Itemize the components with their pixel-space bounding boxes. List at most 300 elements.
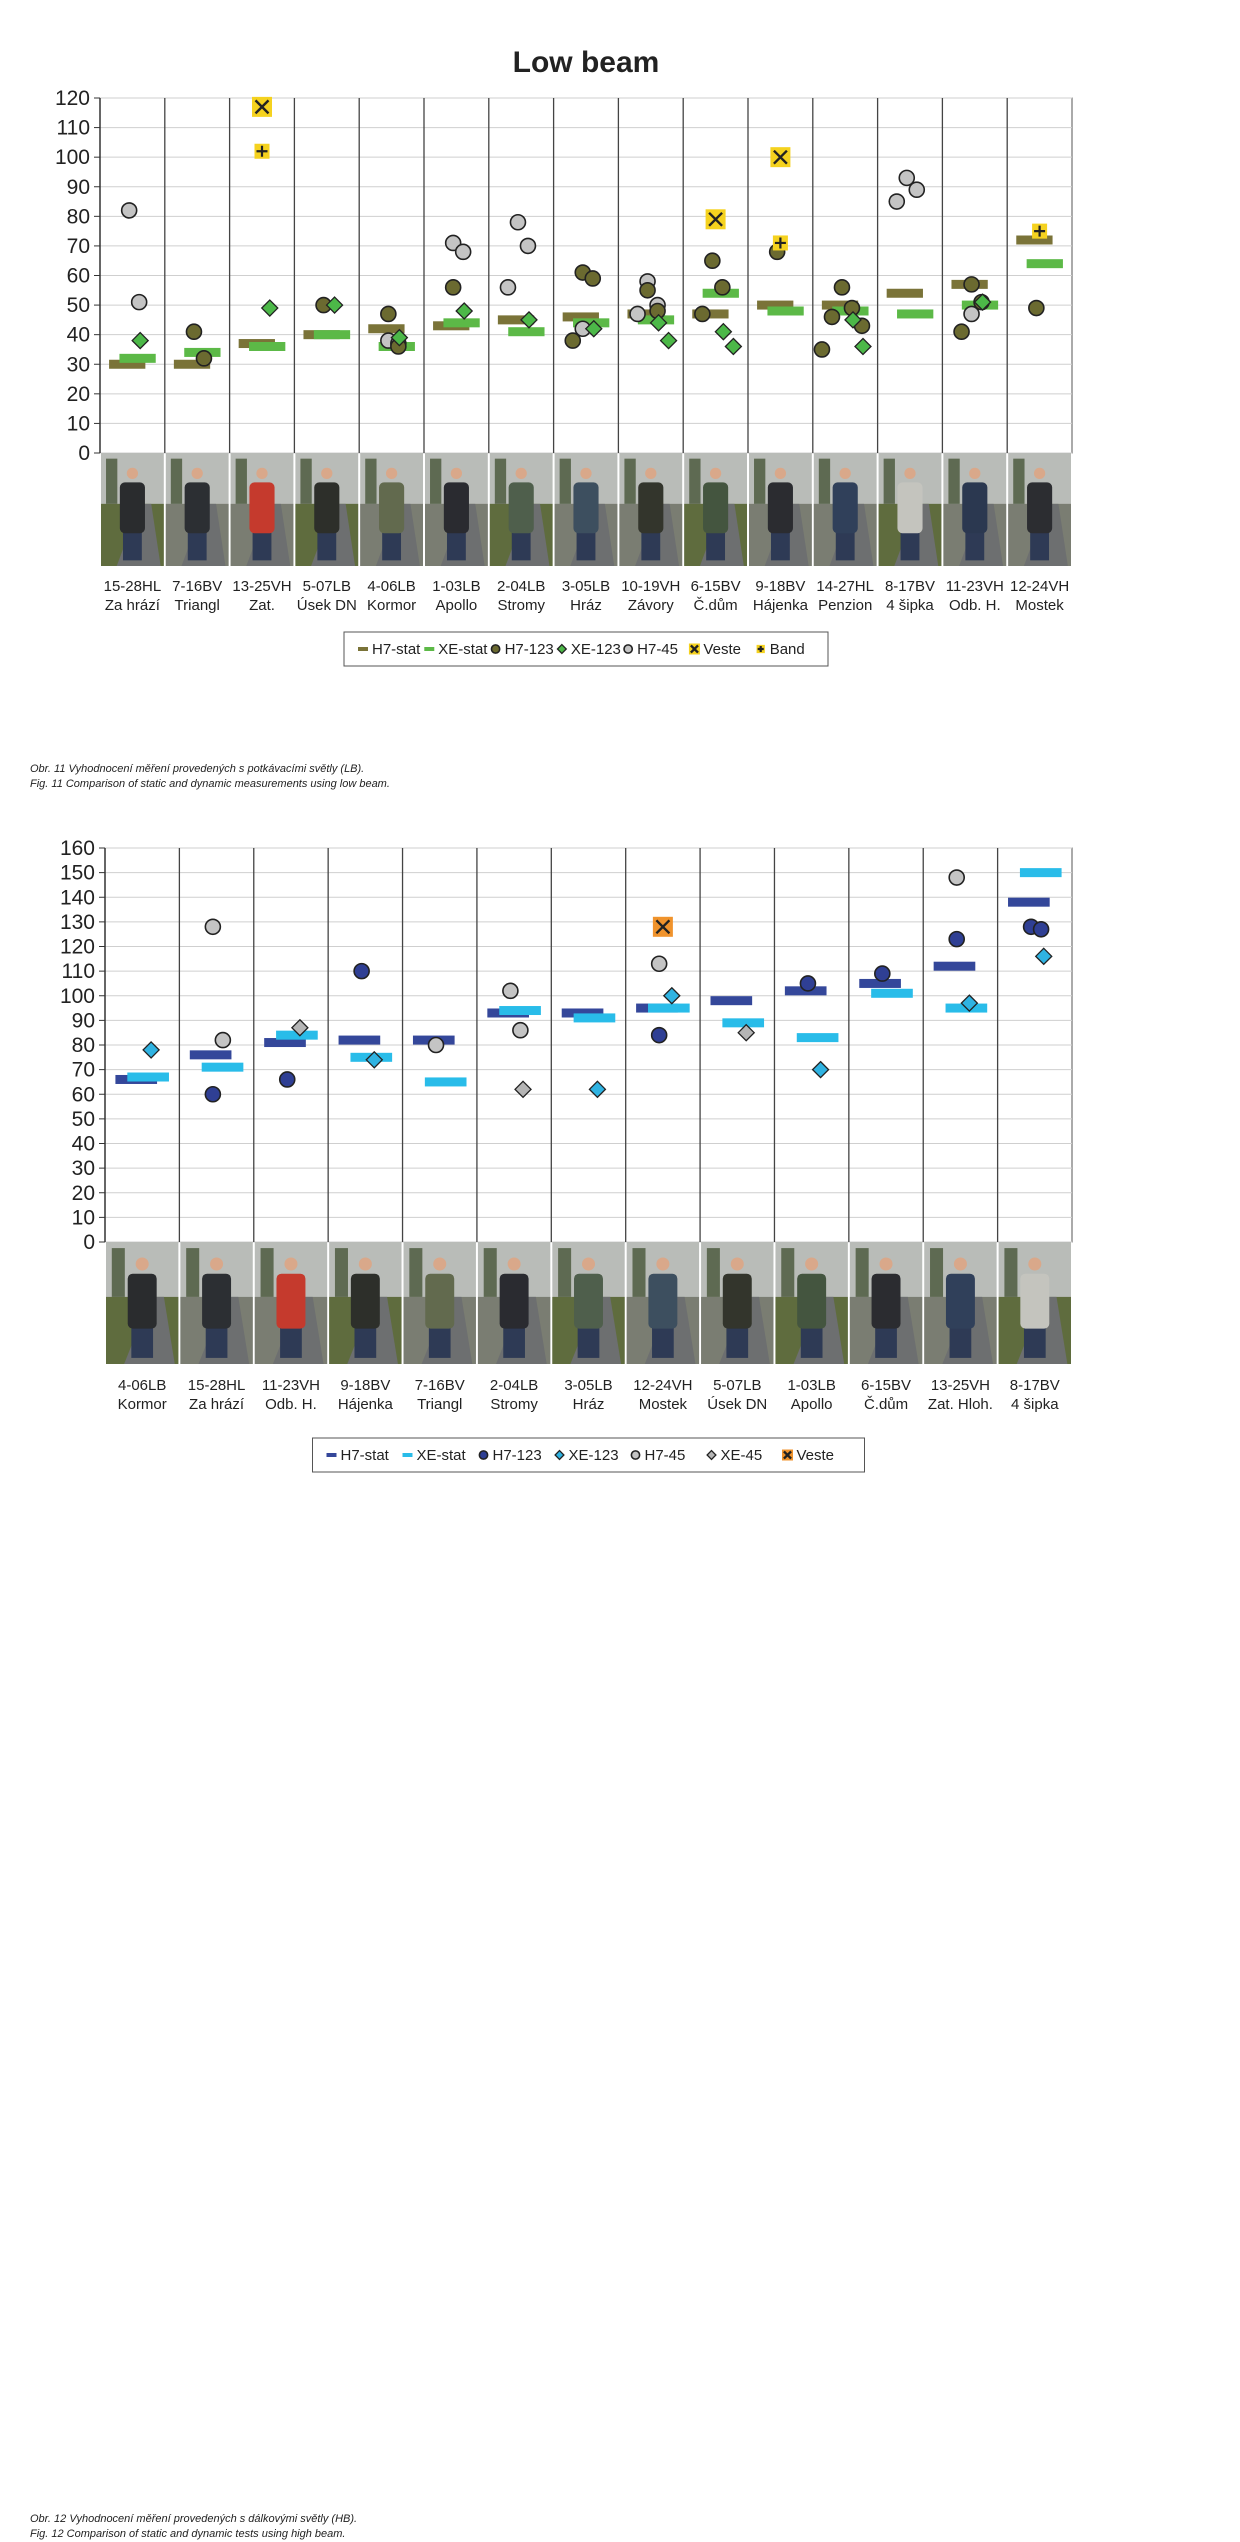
mark-xe-stat — [871, 989, 913, 998]
mark-veste — [706, 209, 726, 229]
y-tick-label: 20 — [66, 382, 90, 406]
y-tick-label: 80 — [66, 205, 90, 229]
mark-h7-123 — [949, 932, 964, 947]
legend-symbol — [403, 1453, 413, 1457]
legend-symbol — [631, 1451, 639, 1459]
mark-h7-45 — [909, 182, 924, 197]
legend-label: H7-123 — [492, 1447, 542, 1464]
x-tick-code: 11-23VH — [261, 1377, 321, 1394]
person-head — [321, 468, 332, 479]
person-legs — [1030, 530, 1049, 561]
mark-h7-45 — [500, 280, 515, 295]
person-legs — [280, 1325, 302, 1358]
mark-h7-45 — [889, 194, 904, 209]
y-tick-label: 70 — [71, 1058, 95, 1082]
x-tick-code: 15-28HL — [187, 1377, 246, 1394]
mark-xe-stat — [648, 1004, 690, 1013]
person-coat — [768, 482, 793, 533]
legend-symbol — [479, 1451, 487, 1459]
mark-h7-45 — [949, 870, 964, 885]
photo-tree — [484, 1248, 497, 1297]
legend-label: Veste — [796, 1447, 835, 1464]
person-head — [508, 1257, 521, 1270]
person-coat — [509, 482, 534, 533]
person-legs — [706, 530, 725, 561]
x-tick-code: 9-18BV — [755, 578, 806, 595]
x-tick-name: Za hrází — [189, 1396, 245, 1413]
person-photo — [619, 453, 682, 566]
photo-tree — [1004, 1248, 1017, 1297]
photo-tree — [948, 459, 959, 504]
person-legs — [354, 1325, 376, 1358]
person-photo — [404, 1242, 476, 1364]
x-tick-code: 12-24VH — [633, 1377, 693, 1394]
photo-tree — [186, 1248, 199, 1297]
photo-tree — [409, 1248, 422, 1297]
person-head — [136, 1257, 149, 1270]
legend-label: XE-45 — [720, 1447, 763, 1464]
person-coat — [703, 482, 728, 533]
x-tick-code: 13-25VH — [930, 1377, 991, 1394]
x-tick-code: 11-23VH — [945, 578, 1004, 595]
person-coat — [1020, 1274, 1049, 1329]
person-legs — [771, 530, 790, 561]
x-tick-name: Č.dům — [863, 1396, 909, 1413]
mark-h7-45 — [513, 1023, 528, 1038]
x-tick-code: 4-06LB — [367, 578, 416, 595]
photo-tree — [335, 1248, 348, 1297]
x-tick-code: 6-15BV — [690, 578, 741, 595]
person-photo — [552, 1242, 624, 1364]
person-photo — [1008, 453, 1071, 566]
person-head — [904, 468, 915, 479]
person-legs — [253, 530, 272, 561]
x-tick-name: 4 šipka — [886, 597, 934, 614]
y-tick-label: 30 — [71, 1157, 95, 1181]
x-tick-code: 3-05LB — [564, 1377, 613, 1394]
person-photo — [106, 1242, 178, 1364]
x-tick-name: Kormor — [117, 1396, 167, 1413]
mark-h7-stat — [339, 1036, 381, 1045]
x-tick-code: 7-16BV — [172, 578, 223, 595]
x-tick-code: 6-15BV — [861, 1377, 912, 1394]
legend-symbol — [689, 644, 700, 655]
photo-tree — [781, 1248, 794, 1297]
person-legs — [965, 530, 984, 561]
x-tick-name: Penzion — [818, 597, 873, 614]
person-head — [451, 468, 462, 479]
legend-symbol — [327, 1453, 337, 1457]
person-legs — [577, 530, 596, 561]
x-tick-name: Zat. — [249, 597, 275, 614]
person-photo — [231, 453, 294, 566]
low-beam-chart — [0, 0, 1240, 760]
y-tick-label: 0 — [83, 1231, 95, 1254]
person-head — [1034, 468, 1045, 479]
photo-tree — [236, 459, 247, 504]
legend-symbol — [491, 645, 499, 653]
legend-label: H7-123 — [504, 641, 554, 658]
person-legs — [206, 1325, 228, 1358]
mark-h7-123 — [186, 324, 201, 339]
photo-tree — [754, 459, 765, 504]
x-tick-code: 4-06LB — [118, 1377, 167, 1394]
person-head — [516, 468, 527, 479]
mark-xe-stat — [127, 1073, 169, 1082]
photo-tree — [632, 1248, 645, 1297]
x-tick-name: Hráz — [572, 1396, 605, 1413]
x-tick-code: 10-19VH — [621, 578, 681, 595]
person-legs — [652, 1325, 674, 1358]
legend-label: Veste — [703, 641, 741, 658]
person-legs — [901, 530, 920, 561]
y-tick-label: 10 — [66, 412, 90, 436]
person-legs — [950, 1325, 972, 1358]
person-head — [645, 468, 656, 479]
mark-h7-stat — [934, 962, 976, 971]
mark-veste — [252, 97, 272, 117]
mark-h7-123 — [695, 306, 710, 321]
photo-tree — [558, 1248, 571, 1297]
y-tick-label: 120 — [54, 87, 90, 110]
mark-h7-123 — [1034, 922, 1049, 937]
person-legs — [1024, 1325, 1046, 1358]
figure-high-beam — [0, 840, 1240, 2540]
mark-xe-stat — [1027, 259, 1063, 268]
chart-legend — [313, 1438, 865, 1472]
y-tick-label: 90 — [66, 175, 90, 199]
y-tick-label: 150 — [59, 861, 95, 885]
y-tick-label: 80 — [71, 1034, 95, 1057]
x-tick-name: Mostek — [1015, 597, 1064, 614]
person-legs — [641, 530, 660, 561]
x-tick-code: 7-16BV — [414, 1377, 465, 1394]
y-tick-label: 10 — [71, 1206, 95, 1230]
person-coat — [120, 482, 145, 533]
legend-label: H7-45 — [644, 1447, 686, 1464]
person-coat — [425, 1274, 454, 1329]
legend-symbol — [358, 647, 368, 651]
mark-h7-stat — [887, 289, 923, 298]
person-photo — [295, 453, 358, 566]
mark-h7-123 — [640, 283, 655, 298]
x-tick-name: Apollo — [790, 1396, 833, 1413]
y-tick-label: 30 — [66, 353, 90, 377]
caption-cz: Obr. 12 Vyhodnocení měření provedených s dálkovými světly (HB). — [30, 2513, 358, 2525]
person-coat — [314, 482, 339, 533]
x-tick-code: 9-18BV — [340, 1377, 391, 1394]
caption-en: Fig. 11 Comparison of static and dynamic measurements using low beam. — [30, 778, 390, 790]
person-legs — [503, 1325, 525, 1358]
person-head — [582, 1257, 595, 1270]
x-tick-name: Triangl — [174, 597, 220, 614]
person-head — [880, 1257, 893, 1270]
person-legs — [447, 530, 466, 561]
photo-tree — [106, 459, 117, 504]
x-tick-code: 1-03LB — [432, 578, 481, 595]
mark-xe-stat — [797, 1033, 839, 1042]
person-coat — [573, 482, 598, 533]
person-head — [969, 468, 980, 479]
mark-xe-stat — [314, 330, 350, 339]
y-tick-label: 110 — [56, 116, 90, 140]
y-tick-label: 60 — [66, 264, 90, 288]
person-coat — [833, 482, 858, 533]
person-legs — [726, 1325, 748, 1358]
photo-tree — [495, 459, 506, 504]
person-legs — [801, 1325, 823, 1358]
person-coat — [444, 482, 469, 533]
person-coat — [897, 482, 922, 533]
person-photo — [555, 453, 618, 566]
mark-h7-123 — [1029, 301, 1044, 316]
mark-h7-45 — [510, 215, 525, 230]
mark-xe-stat — [897, 309, 933, 318]
person-photo — [814, 453, 877, 566]
photo-tree — [856, 1248, 869, 1297]
mark-h7-123 — [196, 351, 211, 366]
person-legs — [188, 530, 207, 561]
mark-xe-stat — [202, 1063, 244, 1072]
person-coat — [249, 482, 274, 533]
x-tick-name: Závory — [627, 597, 674, 614]
mark-h7-45 — [215, 1033, 230, 1048]
mark-xe-stat — [1020, 868, 1062, 877]
mark-h7-123 — [834, 280, 849, 295]
photo-tree — [261, 1248, 274, 1297]
photo-tree — [430, 459, 441, 504]
x-tick-code: 3-05LB — [561, 578, 611, 595]
mark-veste — [653, 917, 673, 937]
mark-xe-stat — [574, 1013, 616, 1022]
x-tick-name: Apollo — [435, 597, 478, 614]
person-head — [656, 1257, 669, 1270]
mark-h7-stat — [1008, 898, 1050, 907]
mark-h7-stat — [190, 1050, 232, 1059]
legend-label: H7-stat — [372, 641, 421, 658]
person-photo — [684, 453, 747, 566]
x-tick-name: Kormor — [367, 597, 417, 614]
x-tick-code: 5-07LB — [713, 1377, 762, 1394]
person-head — [210, 1257, 223, 1270]
mark-h7-45 — [520, 238, 535, 253]
legend-symbol — [424, 647, 434, 651]
person-photo — [101, 453, 164, 566]
x-tick-code: 5-07LB — [302, 578, 351, 595]
mark-h7-45 — [205, 919, 220, 934]
y-tick-label: 40 — [66, 323, 90, 347]
y-tick-label: 130 — [59, 910, 95, 934]
mark-xe-stat — [508, 327, 544, 336]
person-legs — [429, 1325, 451, 1358]
person-photo — [329, 1242, 401, 1364]
x-tick-name: Odb. H. — [948, 597, 1001, 614]
person-head — [127, 468, 138, 479]
y-tick-label: 40 — [71, 1132, 95, 1156]
photo-tree — [171, 459, 182, 504]
mark-h7-123 — [446, 280, 461, 295]
y-tick-label: 50 — [66, 294, 90, 318]
person-photo — [775, 1242, 847, 1364]
mark-h7-45 — [132, 295, 147, 310]
x-tick-name: Hájenka — [752, 597, 808, 614]
mark-veste — [770, 147, 790, 167]
mark-h7-45 — [630, 306, 645, 321]
person-photo — [924, 1242, 996, 1364]
person-head — [805, 1257, 818, 1270]
mark-band — [255, 144, 270, 159]
mark-h7-123 — [875, 966, 890, 981]
person-coat — [276, 1274, 305, 1329]
person-photo — [749, 453, 812, 566]
person-head — [775, 468, 786, 479]
person-photo — [943, 453, 1006, 566]
photo-tree — [112, 1248, 125, 1297]
mark-band — [1032, 224, 1047, 239]
legend-label: XE-123 — [568, 1447, 619, 1464]
legend-symbol — [624, 645, 632, 653]
mark-h7-123 — [800, 976, 815, 991]
x-tick-code: 1-03LB — [787, 1377, 836, 1394]
person-coat — [872, 1274, 901, 1329]
mark-xe-stat — [443, 318, 479, 327]
person-photo — [166, 453, 229, 566]
mark-h7-123 — [205, 1087, 220, 1102]
person-coat — [1027, 482, 1052, 533]
x-tick-code: 2-04LB — [497, 578, 546, 595]
x-tick-name: Hráz — [570, 597, 602, 614]
mark-h7-45 — [503, 983, 518, 998]
mark-h7-123 — [954, 324, 969, 339]
mark-xe-stat — [425, 1077, 467, 1086]
mark-h7-45 — [652, 956, 667, 971]
chart-title: Low beam — [512, 46, 660, 79]
mark-xe-stat — [722, 1018, 764, 1027]
person-head — [954, 1257, 967, 1270]
photo-tree — [1013, 459, 1024, 504]
person-head — [256, 468, 267, 479]
person-head — [580, 468, 591, 479]
person-legs — [317, 530, 336, 561]
person-coat — [574, 1274, 603, 1329]
person-head — [359, 1257, 372, 1270]
x-tick-code: 8-17BV — [884, 578, 936, 595]
mark-xe-stat — [249, 342, 285, 351]
figure-11-caption — [30, 762, 390, 792]
mark-h7-123 — [824, 309, 839, 324]
photo-tree — [365, 459, 376, 504]
mark-h7-123 — [652, 1028, 667, 1043]
legend-label: XE-123 — [570, 641, 621, 658]
person-head — [840, 468, 851, 479]
y-tick-label: 70 — [66, 234, 90, 258]
person-head — [731, 1257, 744, 1270]
person-photo — [255, 1242, 327, 1364]
photo-tree — [560, 459, 571, 504]
x-tick-name: Zat. Hloh. — [927, 1396, 993, 1413]
person-coat — [962, 482, 987, 533]
x-tick-code: 13-25VH — [232, 578, 292, 595]
y-tick-label: 160 — [59, 840, 95, 860]
y-tick-label: 60 — [71, 1083, 95, 1107]
photo-tree — [624, 459, 635, 504]
photo-tree — [819, 459, 830, 504]
photo-tree — [300, 459, 311, 504]
person-legs — [131, 1325, 153, 1358]
mark-band — [773, 235, 788, 250]
x-tick-name: Stromy — [497, 597, 545, 614]
x-tick-name: Úsek DN — [707, 1396, 768, 1413]
x-tick-name: Za hrází — [104, 597, 160, 614]
y-tick-label: 20 — [71, 1181, 95, 1205]
x-tick-name: 4 šipka — [1011, 1396, 1059, 1413]
person-photo — [425, 453, 488, 566]
person-head — [433, 1257, 446, 1270]
mark-h7-45 — [456, 244, 471, 259]
mark-h7-123 — [280, 1072, 295, 1087]
y-tick-label: 100 — [54, 146, 90, 170]
chart-legend — [344, 632, 828, 666]
legend-symbol — [757, 645, 765, 653]
caption-en: Fig. 12 Comparison of static and dynamic tests using high beam. — [30, 2528, 346, 2540]
mark-h7-45 — [429, 1038, 444, 1053]
mark-xe-stat — [119, 354, 155, 363]
person-photo — [850, 1242, 922, 1364]
y-tick-label: 50 — [71, 1107, 95, 1131]
person-coat — [351, 1274, 380, 1329]
caption-cz: Obr. 11 Vyhodnocení měření provedených s potkávacími světly (LB). — [30, 763, 365, 775]
y-tick-label: 140 — [59, 886, 95, 910]
figure-low-beam — [0, 0, 1240, 790]
person-coat — [379, 482, 404, 533]
x-tick-name: Triangl — [417, 1396, 463, 1413]
person-coat — [128, 1274, 157, 1329]
legend-label: XE-stat — [438, 641, 488, 658]
person-head — [284, 1257, 297, 1270]
x-tick-name: Stromy — [490, 1396, 538, 1413]
person-legs — [382, 530, 401, 561]
person-coat — [202, 1274, 231, 1329]
x-tick-code: 14-27HL — [816, 578, 874, 595]
person-coat — [638, 482, 663, 533]
x-tick-code: 8-17BV — [1009, 1377, 1060, 1394]
mark-h7-123 — [814, 342, 829, 357]
legend-label: H7-45 — [637, 641, 679, 658]
x-tick-code: 2-04LB — [489, 1377, 539, 1394]
y-tick-label: 100 — [59, 984, 95, 1008]
legend-label: H7-stat — [340, 1447, 389, 1464]
person-head — [386, 468, 397, 479]
person-photo — [490, 453, 553, 566]
legend-label: XE-stat — [416, 1447, 466, 1464]
person-head — [1028, 1257, 1041, 1270]
x-tick-code: 12-24VH — [1009, 578, 1070, 595]
mark-h7-123 — [381, 306, 396, 321]
x-tick-name: Č.dům — [693, 597, 738, 614]
person-photo — [879, 453, 942, 566]
person-coat — [723, 1274, 752, 1329]
legend-label: Band — [769, 641, 805, 658]
person-photo — [360, 453, 423, 566]
y-tick-label: 120 — [59, 935, 95, 959]
person-legs — [123, 530, 142, 561]
person-head — [710, 468, 721, 479]
mark-xe-stat — [499, 1006, 541, 1015]
photo-tree — [930, 1248, 943, 1297]
y-tick-label: 110 — [61, 960, 95, 984]
person-photo — [478, 1242, 550, 1364]
photo-tree — [707, 1248, 720, 1297]
